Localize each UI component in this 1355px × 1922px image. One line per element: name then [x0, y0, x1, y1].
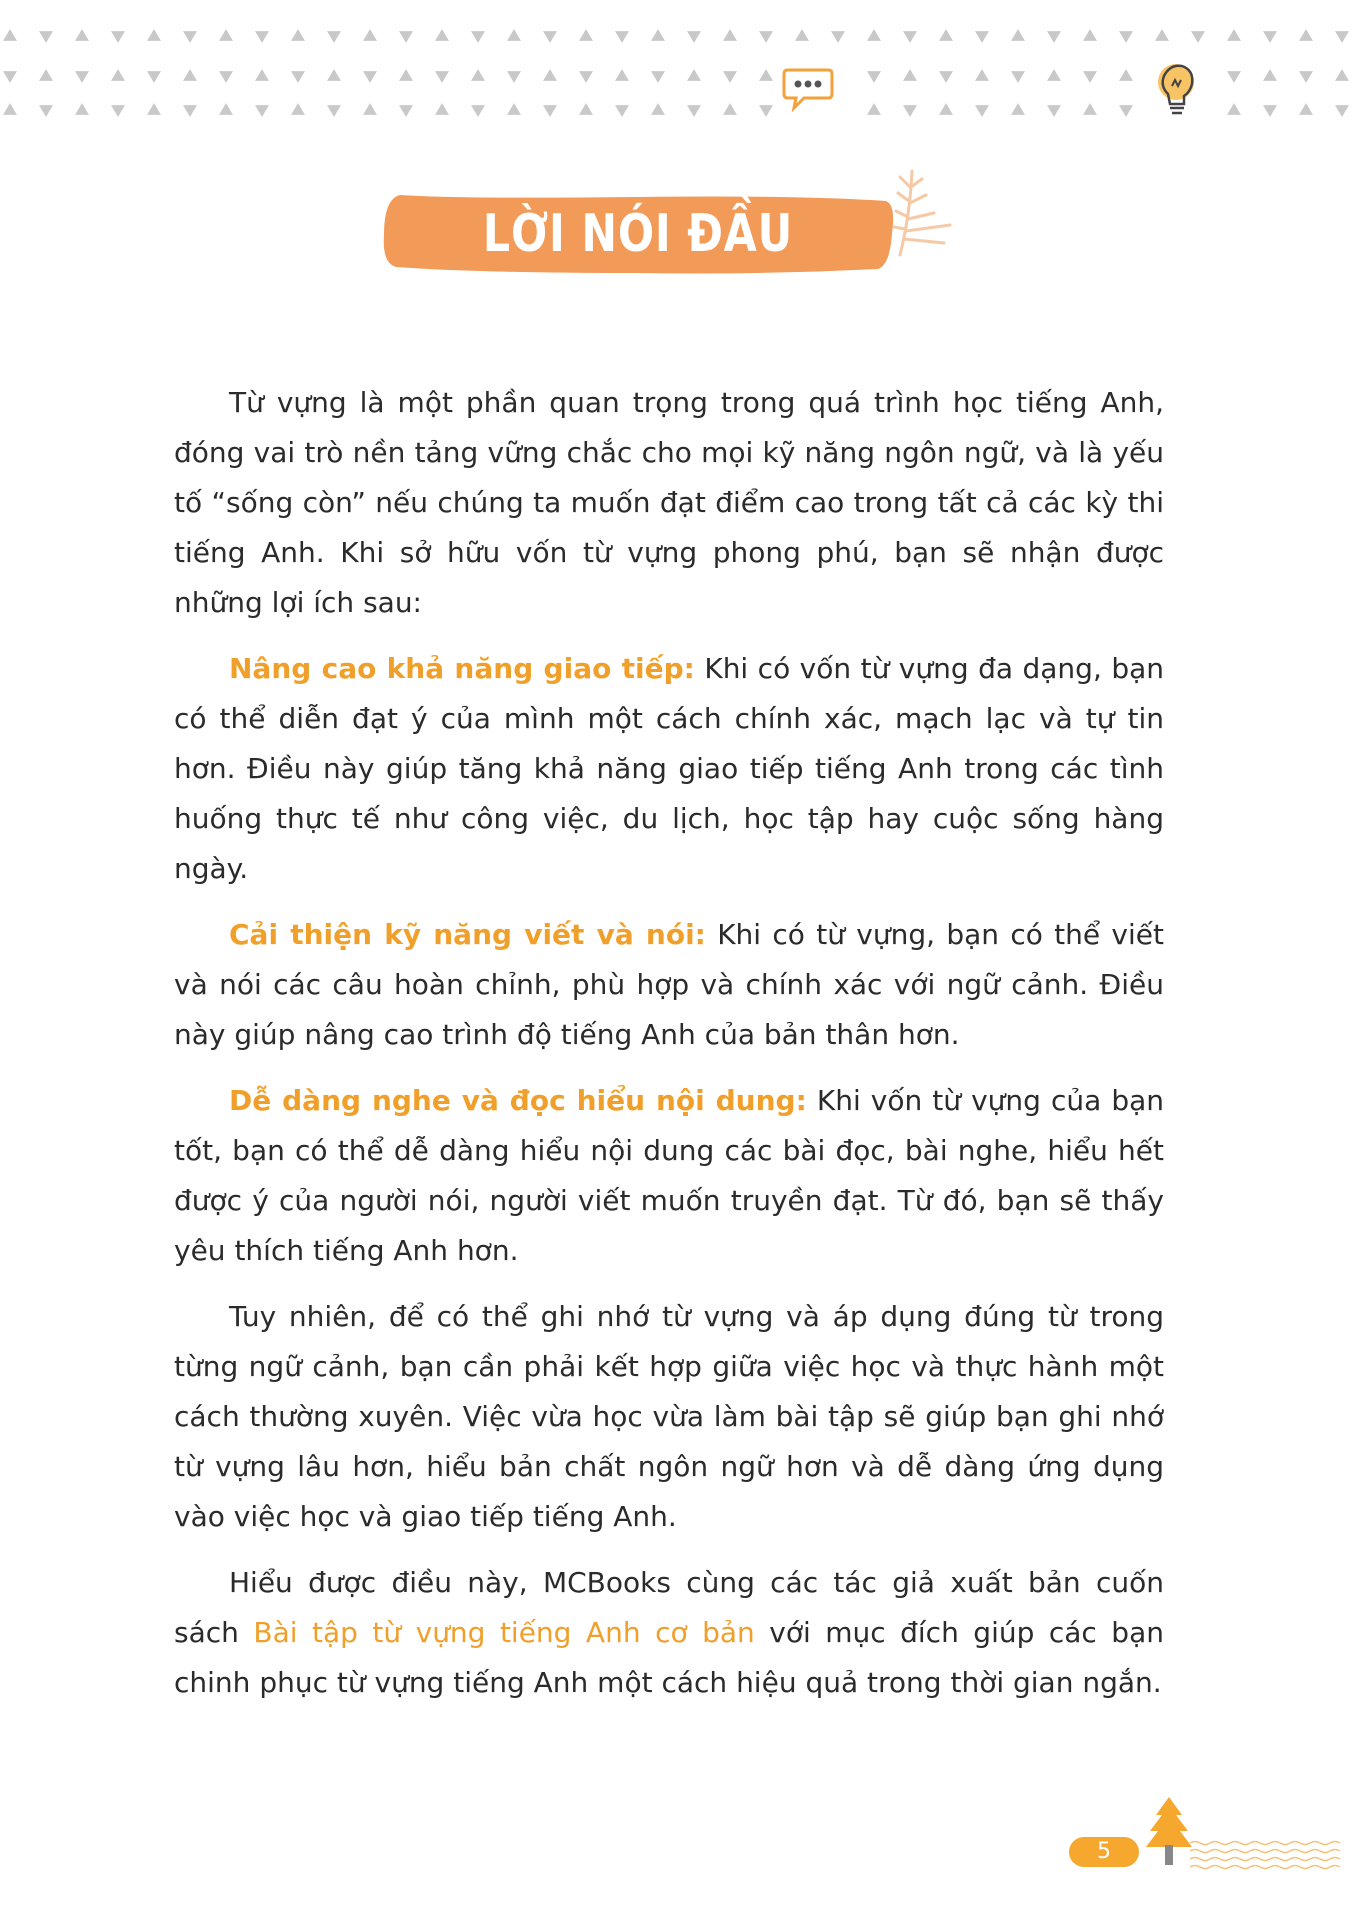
pattern-triangle: [219, 103, 233, 115]
footer-wave-lines: [1190, 1839, 1340, 1871]
pattern-triangle: [687, 69, 701, 81]
pattern-triangle: [939, 103, 953, 115]
body-communication: Khi có vốn từ vựng đa dạng, bạn có thể diễn đạt ý của mình một cách chính xác, mạch lạc và tự tin hơn. Điều này giúp tăng khả năng giao tiếp tiếng Anh trong các tình huống thực tế như công việc, du lịch, học tập hay cuộc sống hàng ngày.: [174, 652, 1164, 885]
pattern-triangle: [399, 69, 413, 81]
pattern-triangle: [975, 105, 989, 117]
fern-decoration-icon: [890, 165, 960, 265]
pattern-triangle: [867, 29, 881, 41]
pattern-triangle: [1047, 31, 1061, 43]
pattern-triangle: [1011, 71, 1025, 83]
pattern-triangle: [1011, 103, 1025, 115]
paragraph-writing-speaking: [174, 910, 1164, 1060]
paragraph-practice: Tuy nhiên, để có thể ghi nhớ từ vựng và áp dụng đúng từ trong từng ngữ cảnh, bạn cần phải kết hợp giữa việc học và thực hành một cách thường xuyên. Việc vừa học vừa làm bài tập sẽ giúp bạn ghi nhớ từ vựng lâu hơn, hiểu bản chất ngôn ngữ hơn và dễ dàng ứng dụng vào việc học và giao tiếp tiếng Anh.: [174, 1300, 1164, 1533]
pattern-triangle: [255, 69, 269, 81]
pattern-triangle: [723, 29, 737, 41]
pattern-triangle: [147, 103, 161, 115]
pattern-triangle: [1263, 105, 1277, 117]
pattern-triangle: [651, 29, 665, 41]
pattern-triangle: [399, 105, 413, 117]
pattern-triangle: [1119, 69, 1133, 81]
pattern-triangle: [291, 71, 305, 83]
pattern-triangle: [1047, 105, 1061, 117]
heading-listening-reading: Dễ dàng nghe và đọc hiểu nội dung:: [229, 1084, 807, 1117]
pattern-triangle: [3, 71, 17, 83]
pattern-triangle: [219, 71, 233, 83]
pattern-triangle: [327, 69, 341, 81]
book-intro-end: với mục đích giúp các bạn chinh phục từ vựng tiếng Anh một cách hiệu quả trong thời gian ngắn.: [174, 1616, 1164, 1699]
pattern-triangle: [543, 31, 557, 43]
pattern-triangle: [939, 29, 953, 41]
lightbulb-icon: [1150, 58, 1206, 122]
pattern-triangle: [75, 103, 89, 115]
pattern-triangle: [183, 31, 197, 43]
pattern-triangle: [651, 71, 665, 83]
pattern-triangle: [1119, 31, 1133, 43]
pattern-triangle: [867, 103, 881, 115]
pattern-triangle: [327, 31, 341, 43]
pattern-triangle: [579, 71, 593, 83]
pattern-triangle: [111, 69, 125, 81]
pattern-triangle: [435, 71, 449, 83]
pattern-triangle: [1227, 103, 1241, 115]
pattern-triangle: [759, 69, 773, 81]
pattern-triangle: [867, 71, 881, 83]
pattern-triangle: [1119, 105, 1133, 117]
pattern-triangle: [1335, 69, 1349, 81]
pattern-triangle: [219, 29, 233, 41]
pattern-triangle: [183, 105, 197, 117]
body-writing-speaking: Khi có từ vựng, bạn có thể viết và nói các câu hoàn chỉnh, phù hợp và chính xác với ngữ cảnh. Điều này giúp nâng cao trình độ tiếng Anh của bản thân hơn.: [174, 918, 1164, 1051]
pattern-triangle: [1083, 71, 1097, 83]
pattern-triangle: [939, 71, 953, 83]
pattern-triangle: [183, 69, 197, 81]
pattern-triangle: [255, 31, 269, 43]
pattern-triangle: [687, 105, 701, 117]
pattern-triangle: [3, 103, 17, 115]
pattern-triangle: [1191, 31, 1205, 43]
page-footer: [1060, 1795, 1350, 1885]
pattern-triangle: [507, 71, 521, 83]
pattern-triangle: [363, 103, 377, 115]
pattern-triangle: [147, 29, 161, 41]
pattern-triangle: [291, 29, 305, 41]
pattern-triangle: [579, 103, 593, 115]
pattern-triangle: [471, 69, 485, 81]
pattern-triangle: [435, 103, 449, 115]
pattern-triangle: [615, 31, 629, 43]
pattern-triangle: [399, 31, 413, 43]
pattern-triangle: [39, 31, 53, 43]
pattern-triangle: [39, 105, 53, 117]
pattern-triangle: [507, 103, 521, 115]
preface-content: [174, 378, 1164, 1724]
pattern-triangle: [1083, 103, 1097, 115]
pattern-triangle: [111, 31, 125, 43]
pattern-triangle: [1155, 29, 1169, 41]
pattern-triangle: [471, 31, 485, 43]
pattern-triangle: [975, 69, 989, 81]
tree-icon: [1144, 1795, 1194, 1867]
title-banner: [378, 193, 898, 275]
paragraph-communication: [174, 644, 1164, 894]
page-number: 5: [1069, 1837, 1139, 1867]
book-intro-start: Hiểu được điều này, MCBooks cùng các tác giả xuất bản cuốn sách: [174, 1566, 1164, 1649]
heading-communication: Nâng cao khả năng giao tiếp:: [229, 652, 695, 685]
pattern-triangle: [687, 31, 701, 43]
pattern-triangle: [759, 105, 773, 117]
pattern-triangle: [1227, 29, 1241, 41]
heading-writing-speaking: Cải thiện kỹ năng viết và nói:: [229, 918, 706, 951]
pattern-triangle: [903, 105, 917, 117]
pattern-triangle: [291, 103, 305, 115]
paragraph-book-intro: [174, 1558, 1164, 1708]
book-title: Bài tập từ vựng tiếng Anh cơ bản: [253, 1616, 755, 1649]
speech-bubble-icon: [782, 66, 834, 114]
pattern-triangle: [1263, 31, 1277, 43]
pattern-triangle: [1335, 31, 1349, 43]
pattern-triangle: [1047, 69, 1061, 81]
page-title: LỜI NÓI ĐẦU: [482, 204, 794, 264]
pattern-triangle: [975, 31, 989, 43]
pattern-triangle: [435, 29, 449, 41]
pattern-triangle: [903, 31, 917, 43]
pattern-triangle: [759, 31, 773, 43]
pattern-triangle: [1299, 71, 1313, 83]
pattern-triangle: [147, 71, 161, 83]
pattern-triangle: [543, 69, 557, 81]
body-listening-reading: Khi vốn từ vựng của bạn tốt, bạn có thể dễ dàng hiểu nội dung các bài đọc, bài nghe, hiểu hết được ý của người nói, người viết muốn truyền đạt. Từ đó, bạn sẽ thấy yêu thích tiếng Anh hơn.: [174, 1084, 1164, 1267]
pattern-triangle: [75, 71, 89, 83]
pattern-triangle: [651, 103, 665, 115]
pattern-triangle: [1227, 71, 1241, 83]
pattern-triangle: [471, 105, 485, 117]
pattern-triangle: [1299, 29, 1313, 41]
pattern-triangle: [1299, 103, 1313, 115]
pattern-triangle: [1011, 29, 1025, 41]
pattern-triangle: [1083, 29, 1097, 41]
paragraph-intro: Từ vựng là một phần quan trọng trong quá trình học tiếng Anh, đóng vai trò nền tảng vững chắc cho mọi kỹ năng ngôn ngữ, và là yếu tố “sống còn” nếu chúng ta muốn đạt điểm cao trong tất cả các kỳ thi tiếng Anh. Khi sở hữu vốn từ vựng phong phú, bạn sẽ nhận được những lợi ích sau:: [174, 386, 1164, 619]
pattern-triangle: [615, 105, 629, 117]
pattern-triangle: [255, 105, 269, 117]
pattern-triangle: [39, 69, 53, 81]
paragraph-listening-reading: [174, 1076, 1164, 1276]
pattern-triangle: [363, 29, 377, 41]
pattern-triangle: [723, 103, 737, 115]
pattern-triangle: [579, 29, 593, 41]
pattern-triangle: [795, 29, 809, 41]
pattern-triangle: [327, 105, 341, 117]
pattern-triangle: [363, 71, 377, 83]
pattern-triangle: [111, 105, 125, 117]
pattern-triangle: [615, 69, 629, 81]
pattern-triangle: [1335, 105, 1349, 117]
pattern-triangle: [903, 69, 917, 81]
pattern-triangle: [3, 29, 17, 41]
pattern-triangle: [1263, 69, 1277, 81]
pattern-triangle: [831, 31, 845, 43]
pattern-triangle: [543, 105, 557, 117]
pattern-triangle: [507, 29, 521, 41]
pattern-triangle: [723, 71, 737, 83]
pattern-triangle: [75, 29, 89, 41]
